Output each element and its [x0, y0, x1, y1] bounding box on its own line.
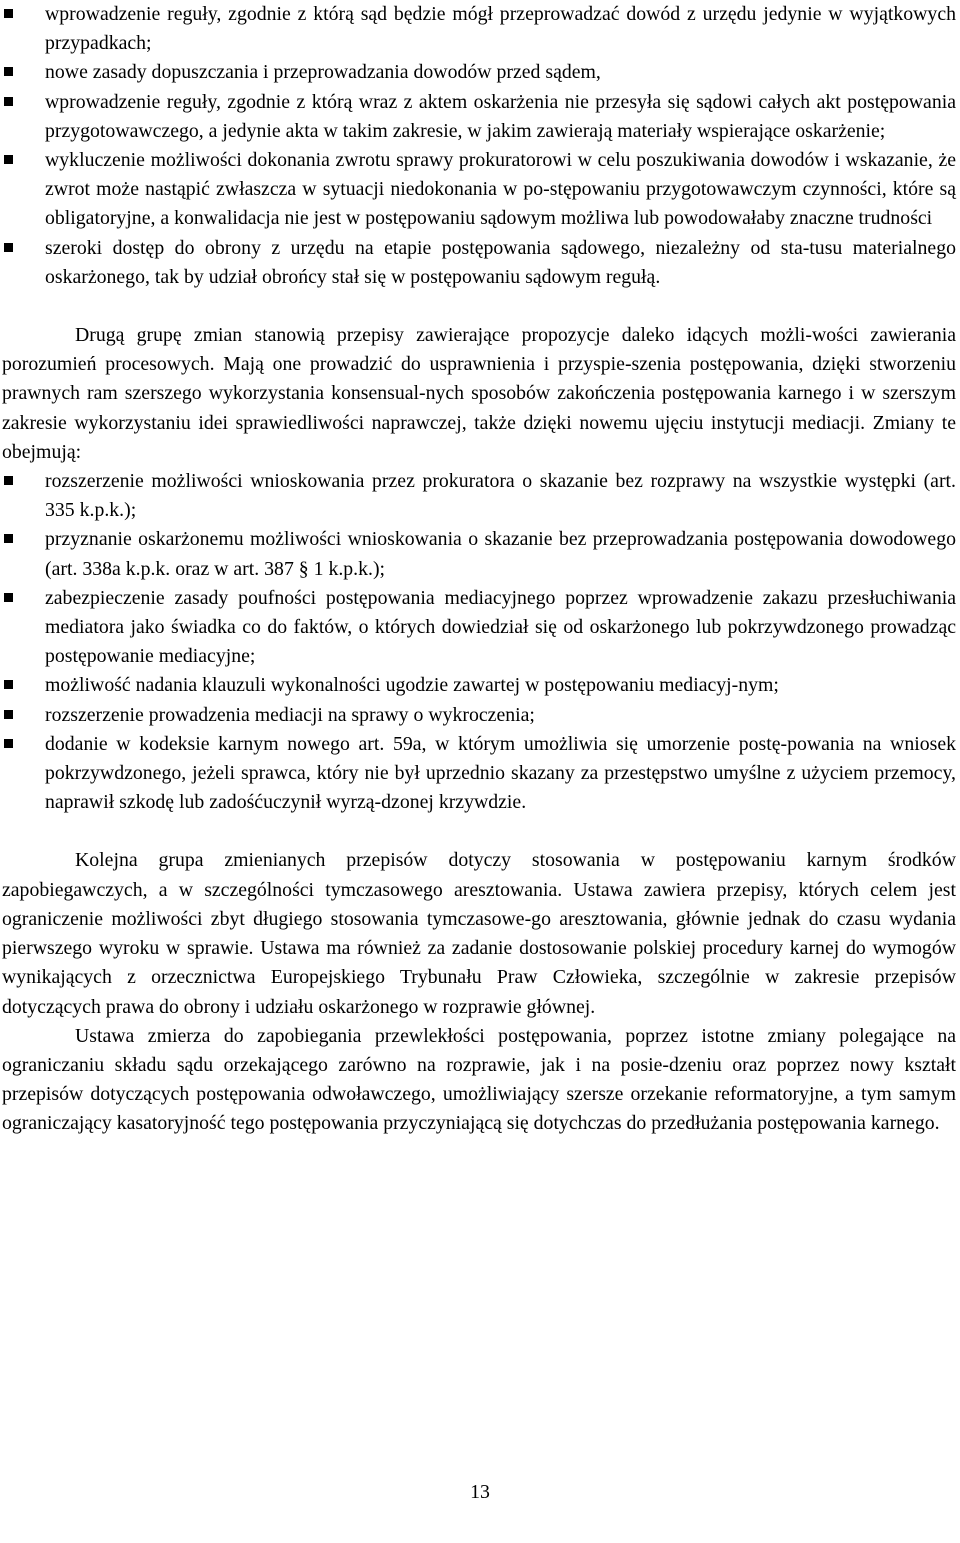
page-content — [2, 0, 956, 1139]
list-item-text: wprowadzenie reguły, zgodnie z którą sąd będzie mógł przeprowadzać dowód z urzędu jedynie w wyjątkowych przypadkach; — [45, 3, 956, 55]
list-item-text: dodanie w kodeksie karnym nowego art. 59a, w którym umożliwia się umorzenie postę-powania na wniosek pokrzywdzonego, jeżeli sprawca, który nie był uprzednio skazany za przestępstwo umyślne z użyciem przemocy, naprawił szkodę lub zadośćuczynił wyrzą-dzonej krzywdzie. — [45, 732, 956, 814]
list-item-text: zabezpieczenie zasady poufności postępowania mediacyjnego poprzez wprowadzenie zakazu przesłuchiwania mediatora jako świadka co do faktów, o których dowiedział się od oskarżonego lub pokrzywdzonego prowadząc postępowanie mediacyjne; — [45, 586, 956, 668]
square-bullet-icon — [4, 67, 13, 76]
list-item-text: wprowadzenie reguły, zgodnie z którą wraz z aktem oskarżenia nie przesyła się sądowi całych akt postępowania przygotowawczego, a jedynie akta w takim zakresie, w jakim zawierają materiały wspierające oskarżenie; — [45, 90, 956, 142]
list-item — [45, 234, 956, 292]
list-item — [45, 584, 956, 672]
list-item-text: nowe zasady dopuszczania i przeprowadzania dowodów przed sądem, — [45, 61, 601, 84]
square-bullet-icon — [4, 97, 13, 106]
paragraph-preventive-measures: Kolejna grupa zmienianych przepisów dotyczy stosowania w postępowaniu karnym środków zapobiegawczych, a w szczególności tymczasowego aresztowania. Ustawa zawiera przepisy, których celem jest ograniczenie możliwości zbyt długiego stosowania tymczasowe-go aresztowania, głównie jednak do czasu wydania pierwszego wyroku w sprawie. Ustawa ma również za zadanie dostosowanie polskiej procedury karnej do wymogów wynikających z orzecznictwa Europejskiego Trybunału Praw Człowieka, szczególnie w zakresie przepisów dotyczących prawa do obrony i udziału oskarżonego w rozprawie głównej. — [2, 849, 956, 1018]
list-item — [45, 701, 956, 730]
list-item — [45, 671, 956, 700]
page-number: 13 — [470, 1481, 490, 1503]
list-item — [45, 58, 956, 87]
square-bullet-icon — [4, 9, 13, 18]
list-item — [45, 146, 956, 234]
list-item-text: rozszerzenie możliwości wnioskowania przez prokuratora o skazanie bez rozprawy na wszystkie występki (art. 335 k.p.k.); — [45, 470, 956, 522]
list-item-text: możliwość nadania klauzuli wykonalności ugodzie zawartej w postępowaniu mediacyj-nym; — [45, 674, 779, 697]
list-item-text: przyznanie oskarżonemu możliwości wnioskowania o skazanie bez przeprowadzania postępowania dowodowego (art. 338a k.p.k. oraz w art. 387 § 1 k.p.k.); — [45, 528, 956, 580]
bullet-list-agreement-changes — [2, 467, 956, 817]
list-item — [45, 730, 956, 818]
paragraph-agreements: Drugą grupę zmian stanowią przepisy zawierające propozycje daleko idących możli-wości zawierania porozumień procesowych. Mają one prowadzić do usprawnienia i przyspie-szenia postępowania, dzięki stworzeniu prawnych ram szerszego wykorzystania konsensual-nych sposobów zakończenia postępowania karnego i w szerszym zakresie wykorzystaniu idei sprawiedliwości naprawczej, także dzięki nowemu ujęciu instytucji mediacji. Zmiany te obejmują: — [2, 324, 956, 463]
square-bullet-icon — [4, 534, 13, 543]
spacer — [2, 292, 956, 321]
paragraph-protraction: Ustawa zmierza do zapobiegania przewlekłości postępowania, poprzez istotne zmiany polegające na ograniczaniu składu sądu orzekającego zarówno na rozprawie, jak i na posie-dzeniu oraz poprzez nowy kształt przepisów dotyczących postępowania odwoławczego, umożliwiający szersze orzekanie reformatoryjne, a tym samym ograniczający kasatoryjność tego postępowania przyczyniającą się dotychczas do przedłużania postępowania karnego. — [2, 1024, 956, 1135]
square-bullet-icon — [4, 155, 13, 164]
square-bullet-icon — [4, 476, 13, 485]
list-item-text: rozszerzenie prowadzenia mediacji na sprawy o wykroczenia; — [45, 703, 535, 726]
list-item — [45, 88, 956, 146]
list-item — [45, 0, 956, 58]
bullet-list-procedural-changes — [2, 0, 956, 292]
square-bullet-icon — [4, 243, 13, 252]
square-bullet-icon — [4, 680, 13, 689]
list-item — [45, 467, 956, 525]
square-bullet-icon — [4, 593, 13, 602]
square-bullet-icon — [4, 739, 13, 748]
spacer — [2, 817, 956, 846]
list-item-text: wykluczenie możliwości dokonania zwrotu sprawy prokuratorowi w celu poszukiwania dowodów i wskazanie, że zwrot może nastąpić zwłaszcza w sytuacji niedokonania w po-stępowaniu przygotowawczym czynności, które są obligatoryjne, a konwalidacja nie jest w postępowaniu sądowym możliwa lub powodowałaby znaczne trudności — [45, 149, 956, 230]
list-item-text: szeroki dostęp do obrony z urzędu na etapie postępowania sądowego, niezależny od sta-tusu materialnego oskarżonego, tak by udział obrońcy stał się w postępowaniu sądowym regułą. — [45, 236, 956, 288]
list-item — [45, 525, 956, 583]
square-bullet-icon — [4, 710, 13, 719]
